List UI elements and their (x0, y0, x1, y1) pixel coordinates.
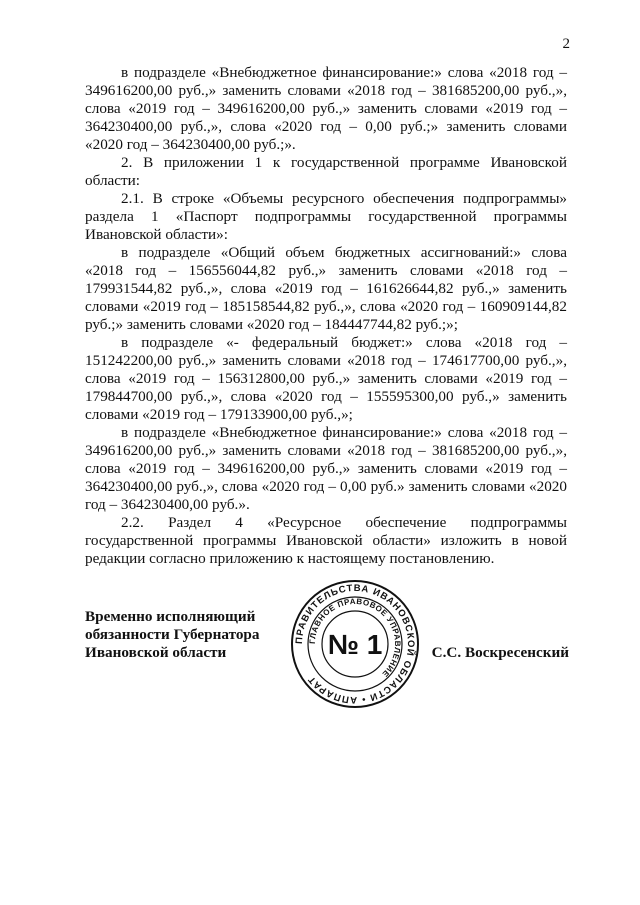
seal-number: № 1 (327, 629, 383, 660)
paragraph-federal-budget: в подразделе «- федеральный бюджет:» слова «2018 год – 151242200,00 руб.,» заменить словами «2018 год – 174617700,00 руб.,», слова «2019 год – 156312800,00 руб.,» заменить словами «2019 год – 179844700,00 руб.,», слова «2020 год – 155595300,00 руб.,» заменить словами «2019 год – 179133900,00 руб.,»; (85, 334, 567, 423)
paragraph-2-2: 2.2. Раздел 4 «Ресурсное обеспечение подпрограммы государственной программы Ивановской области» изложить в новой редакции согласно приложению к настоящему постановлению. (85, 514, 567, 567)
paragraph-extra-budget-2: в подразделе «Внебюджетное финансирование:» слова «2018 год – 349616200,00 руб.,» заменить словами «2018 год – 381685200,00 руб.,», слова «2019 год – 349616200,00 руб.,» заменить словами «2019 год – 364230400,00 руб.,», слова «2020 год – 0,00 руб.» заменить словами «2020 год – 364230400,00 руб.». (85, 424, 567, 513)
signatory-title-line: обязанности Губернатора (85, 626, 260, 643)
signatory-name: С.С. Воскресенский (431, 644, 569, 661)
paragraph-extra-budget-1: в подразделе «Внебюджетное финансирование:» слова «2018 год – 349616200,00 руб.,» заменить словами «2018 год – 381685200,00 руб.,», слова «2019 год – 349616200,00 руб.,» заменить словами «2019 год – 364230400,00 руб.,», слова «2020 год – 0,00 руб.;» заменить словами «2020 год – 364230400,00 руб.;». (85, 64, 567, 153)
seal-inner-ring-text: ГЛАВНОЕ ПРАВОВОЕ УПРАВЛЕНИЕ (307, 596, 403, 679)
signatory-title-line: Временно исполняющий (85, 608, 256, 625)
paragraph-2-1: 2.1. В строке «Объемы ресурсного обеспечения подпрограммы» раздела 1 «Паспорт подпрограммы государственной программы Ивановской области»: (85, 190, 567, 243)
signature-block (85, 582, 569, 708)
document-body (85, 64, 567, 568)
paragraph-total-allocations: в подразделе «Общий объем бюджетных ассигнований:» слова «2018 год – 156556044,82 руб.,» заменить словами «2018 год – 179931544,82 руб.,», слова «2019 год – 161626644,82 руб.,» заменить словами «2019 год – 185158544,82 руб.,», слова «2020 год – 160909144,82 руб.;» заменить словами «2020 год – 184447744,82 руб.;»; (85, 244, 567, 333)
signatory-title (85, 608, 259, 662)
page-number: 2 (562, 36, 570, 52)
paragraph-appendix-1: 2. В приложении 1 к государственной программе Ивановской области: (85, 154, 567, 189)
signatory-title-line: Ивановской области (85, 644, 227, 661)
seal-outer-ring-text: ПРАВИТЕЛЬСТВА ИВАНОВСКОЙ ОБЛАСТИ • АППАРАТ (293, 582, 417, 706)
official-seal-stamp (289, 578, 421, 710)
